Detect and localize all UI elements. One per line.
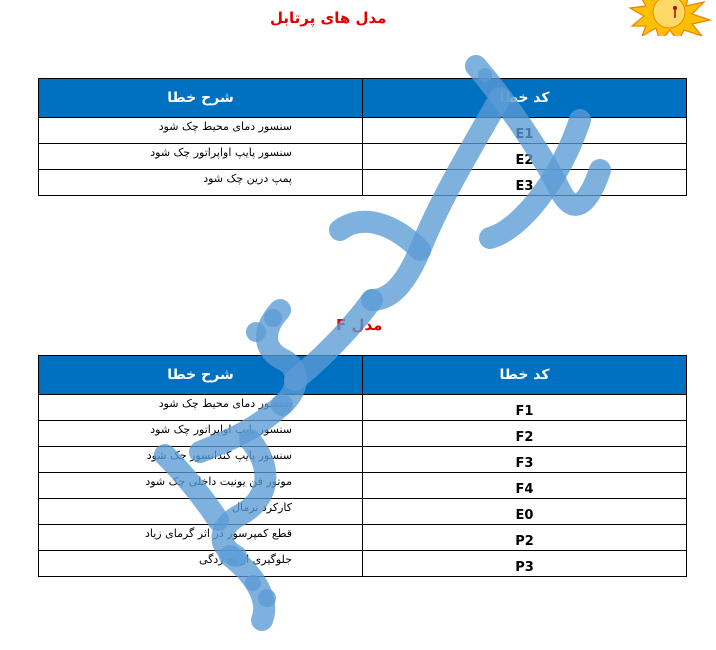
error-code: E3 [363,170,687,196]
table-row [39,525,687,551]
table-row [39,421,687,447]
table-header-row [39,79,687,118]
error-code: E0 [363,499,687,525]
error-code: P3 [363,551,687,577]
table-row [39,144,687,170]
error-code: P2 [363,525,687,551]
error-description: سنسور دمای محیط چک شود [39,118,363,144]
table-row [39,499,687,525]
error-code: F3 [363,447,687,473]
section-title-portable: مدل های پرتابل [270,9,387,27]
table-row [39,118,687,144]
error-code: F2 [363,421,687,447]
sun-logo-icon [622,0,712,36]
table-row [39,170,687,196]
section-title-model-f: مدل F [336,316,383,334]
table-row [39,395,687,421]
header-description: شرح خطا [39,356,363,395]
error-description: پمپ درین چک شود [39,170,363,196]
error-code: E2 [363,144,687,170]
error-table-model-f [38,355,687,577]
error-description: موتور فن یونیت داخلی چک شود [39,473,363,499]
error-description: کارکرد نرمال [39,499,363,525]
table-header-row [39,356,687,395]
error-description: جلوگیری از یخ زدگی [39,551,363,577]
header-code: کد خطا [363,356,687,395]
error-description: سنسور پایپ اواپراتور چک شود [39,144,363,170]
error-code: F4 [363,473,687,499]
error-code: F1 [363,395,687,421]
error-description: سنسور پایپ اواپراتور چک شود [39,421,363,447]
error-table-portable [38,78,687,196]
error-description: قطع کمپرسور در اثر گرمای زیاد [39,525,363,551]
error-code: E1 [363,118,687,144]
table-row [39,473,687,499]
header-description: شرح خطا [39,79,363,118]
table-row [39,447,687,473]
error-description: سنسور دمای محیط چک شود [39,395,363,421]
table-row [39,551,687,577]
header-code: کد خطا [363,79,687,118]
error-description: سنسور پایپ کندانسور چک شود [39,447,363,473]
